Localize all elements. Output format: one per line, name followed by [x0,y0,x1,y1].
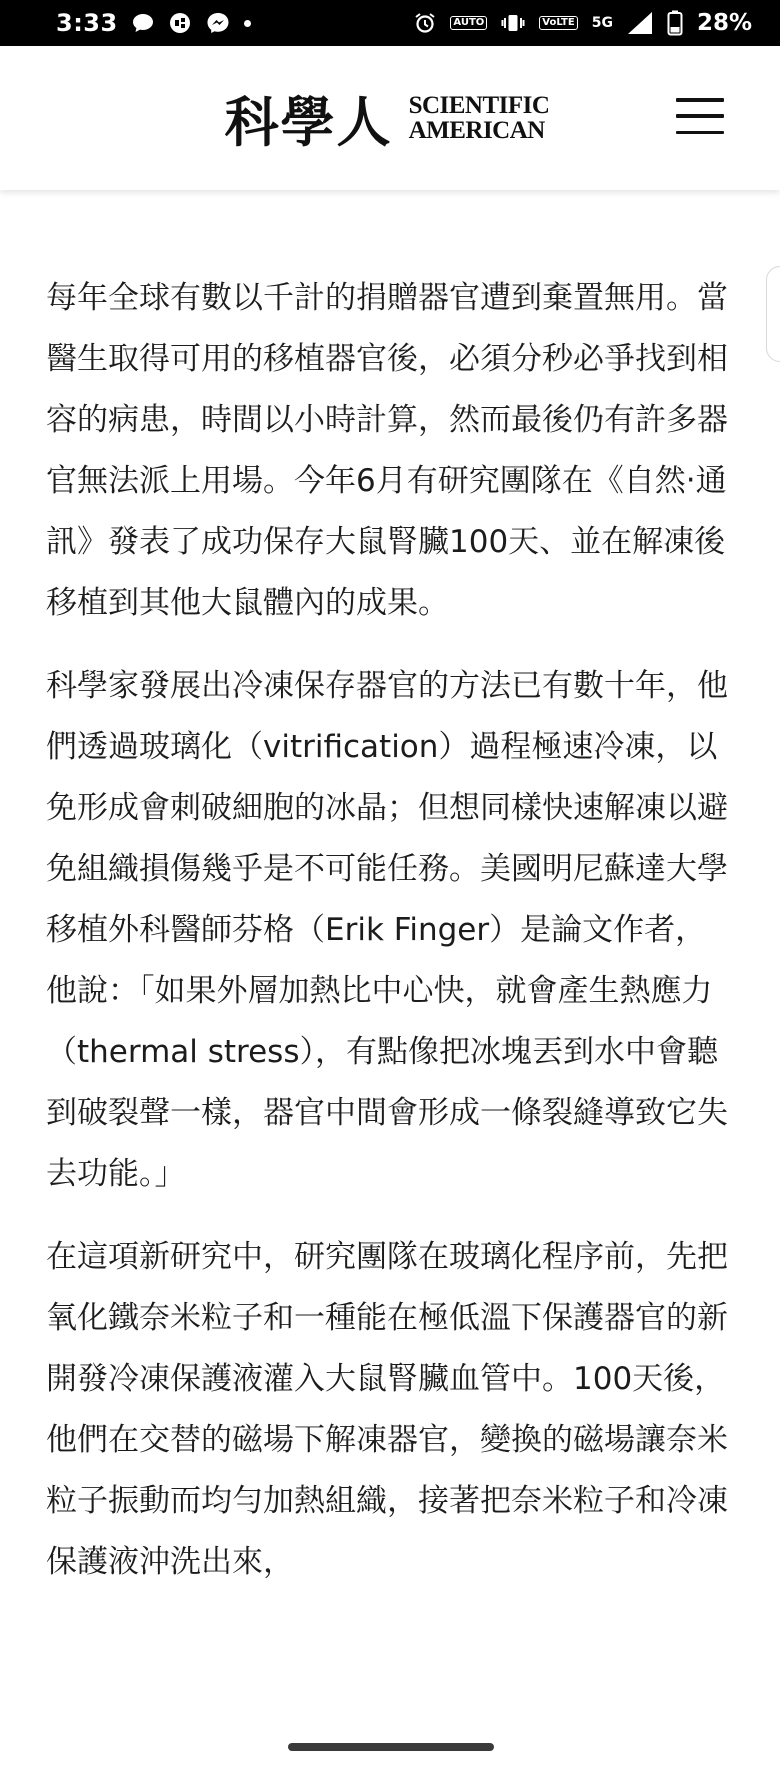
alarm-icon [414,12,436,34]
site-logo[interactable] [225,80,550,157]
messenger-icon [206,12,230,34]
vibrate-icon [501,13,525,33]
dot-icon [244,20,251,27]
logo-en-line2: AMERICAN [408,117,545,144]
5g-icon: 5G [591,14,613,31]
article-paragraph-2: 科學家發展出冷凍保存器官的方法已有數十年，他們透過玻璃化（vitrification）過程極速冷凍，以免形成會刺破細胞的冰晶；但想同樣快速解凍以避免組織損傷幾乎是不可能任務。美國明尼蘇達大學移植外科醫師芬格（Erik Finger）是論文作者，他說：「如果外層加熱比中心快，就會產生熱應力（thermal stress），有點像把冰塊丟到水中會聽到破裂聲一樣，器官中間會形成一條裂縫導致它失去功能。」 [46,668,728,1192]
logo-cjk-text: 科學人 [224,90,393,154]
app-icon [168,11,192,35]
menu-bar-middle [676,114,724,118]
logo-en-text [409,93,550,143]
status-time: 3:33 [56,9,118,37]
logo-en-line1: SCIENTIFIC [408,92,550,119]
site-header [0,46,780,190]
article-paragraph-1: 每年全球有數以千計的捐贈器官遭到棄置無用。當醫生取得可用的移植器官後，必須分秒必爭找到相容的病患，時間以小時計算，然而最後仍有許多器官無法派上用場。今年6月有研究團隊在《自然‧通訊》發表了成功保存大鼠腎臟100天、並在解凍後移植到其他大鼠體內的成果。 [46,280,728,621]
signal-icon [627,11,653,35]
status-bar [0,0,780,46]
battery-icon [667,10,683,36]
auto-hd-icon: AUTO [450,16,487,30]
volte-icon: VoLTE [539,16,577,30]
hamburger-menu-icon[interactable] [676,98,724,134]
menu-bar-top [676,98,724,102]
battery-percentage: 28% [696,10,752,36]
home-indicator[interactable] [288,1743,494,1751]
article-body [46,268,736,1615]
chat-bubble-icon [132,13,154,33]
article-paragraph-3: 在這項新研究中，研究團隊在玻璃化程序前，先把氧化鐵奈米粒子和一種能在極低溫下保護器官的新開發冷凍保護液灌入大鼠腎臟血管中。100天後，他們在交替的磁場下解凍器官，變換的磁場讓奈米粒子振動而均勻加熱組織，接著把奈米粒子和冷凍保護液沖洗出來， [46,1239,728,1580]
menu-bar-bottom [676,131,724,135]
edge-panel-handle[interactable] [766,266,780,362]
status-bar-left [56,9,251,37]
status-bar-right [414,10,752,36]
